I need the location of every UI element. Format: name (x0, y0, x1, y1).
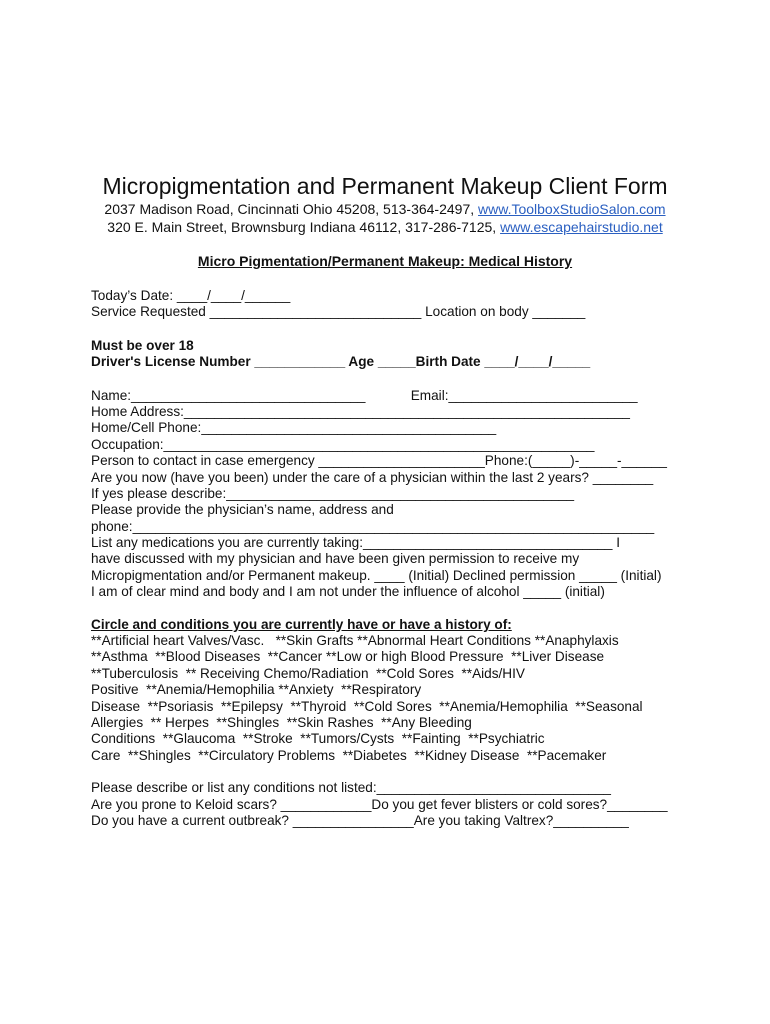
condition-line[interactable]: Disease **Psoriasis **Epilepsy **Thyroid **Cold Sores **Anemia/Hemophilia **Seasonal (91, 698, 643, 714)
condition-line[interactable]: **Asthma **Blood Diseases **Cancer **Low or high Blood Pressure **Liver Disease (91, 649, 605, 665)
section-title-medical-history: Micro Pigmentation/Permanent Makeup: Medical History (197, 253, 573, 269)
address-line-brownsburg (0, 218, 770, 236)
home-phone-field[interactable]: Home/Cell Phone:_______________________________________ (91, 420, 497, 436)
physician-phone-field[interactable]: phone:_____________________________________________________________________ (91, 518, 655, 534)
form-body (91, 288, 691, 829)
drivers-license-field[interactable]: Driver's License Number ____________ Age _____Birth Date ____/____/_____ (91, 354, 591, 370)
condition-line[interactable]: **Artificial heart Valves/Vasc. **Skin Grafts **Abnormal Heart Conditions **Anaphylaxis (91, 633, 619, 649)
form-header (0, 172, 770, 236)
age-notice: Must be over 18 (91, 337, 194, 353)
clear-mind-field[interactable]: I am of clear mind and body and I am not under the influence of alcohol _____ (initial) (91, 584, 605, 600)
conditions-heading: Circle and conditions you are currently have or have a history of: (91, 616, 512, 632)
address-text-cincinnati: 2037 Madison Road, Cincinnati Ohio 45208, 513-364-2497, (104, 201, 479, 217)
address-text-brownsburg: 320 E. Main Street, Brownsburg Indiana 46112, 317-286-7125, (107, 219, 501, 235)
condition-line[interactable]: Conditions **Glaucoma **Stroke **Tumors/Cysts **Fainting **Psychiatric (91, 731, 545, 747)
permission-statement: have discussed with my physician and have been given permission to receive my (91, 551, 580, 567)
condition-line[interactable]: Positive **Anemia/Hemophilia **Anxiety **Respiratory (91, 682, 422, 698)
condition-line[interactable]: **Tuberculosis ** Receiving Chemo/Radiation **Cold Sores **Aids/HIV (91, 665, 525, 681)
physician-info-label: Please provide the physician’s name, address and (91, 502, 394, 518)
toolbox-studio-link[interactable]: www.ToolboxStudioSalon.com (478, 201, 666, 217)
initials-field[interactable]: Micropigmentation and/or Permanent makeup. ____ (Initial) Declined permission _____ (Initial) (91, 567, 662, 583)
if-yes-describe-field[interactable]: If yes please describe:______________________________________________ (91, 485, 575, 501)
name-email-field[interactable]: Name:_______________________________ Email:_________________________ (91, 387, 638, 403)
keloid-cold-sores-field[interactable]: Are you prone to Keloid scars? ____________Do you get fever blisters or cold sores?________ (91, 796, 668, 812)
address-line-cincinnati (0, 200, 770, 218)
page-title: Micropigmentation and Permanent Makeup Client Form (102, 173, 668, 199)
physician-care-field[interactable]: Are you now (have you been) under the care of a physician within the last 2 years? ________ (91, 469, 654, 485)
other-conditions-field[interactable]: Please describe or list any conditions not listed:_______________________________ (91, 780, 611, 796)
home-address-field[interactable]: Home Address:___________________________________________________________ (91, 403, 630, 419)
medications-field[interactable]: List any medications you are currently taking:_________________________________ I (91, 535, 621, 551)
outbreak-valtrex-field[interactable]: Do you have a current outbreak? ________________Are you taking Valtrex?__________ (91, 812, 629, 828)
condition-line[interactable]: Care **Shingles **Circulatory Problems **Diabetes **Kidney Disease **Pacemaker (91, 747, 607, 763)
escape-hair-studio-link[interactable]: www.escapehairstudio.net (500, 219, 663, 235)
todays-date-field[interactable]: Today’s Date: ____/____/______ (91, 288, 291, 303)
occupation-field[interactable]: Occupation:_________________________________________________________ (91, 436, 595, 452)
service-requested-field[interactable]: Service Requested ____________________________ Location on body _______ (91, 304, 586, 320)
emergency-contact-field[interactable]: Person to contact in case emergency ______________________Phone:(_____)-_____-______ (91, 453, 667, 469)
condition-line[interactable]: Allergies ** Herpes **Shingles **Skin Rashes **Any Bleeding (91, 714, 472, 730)
